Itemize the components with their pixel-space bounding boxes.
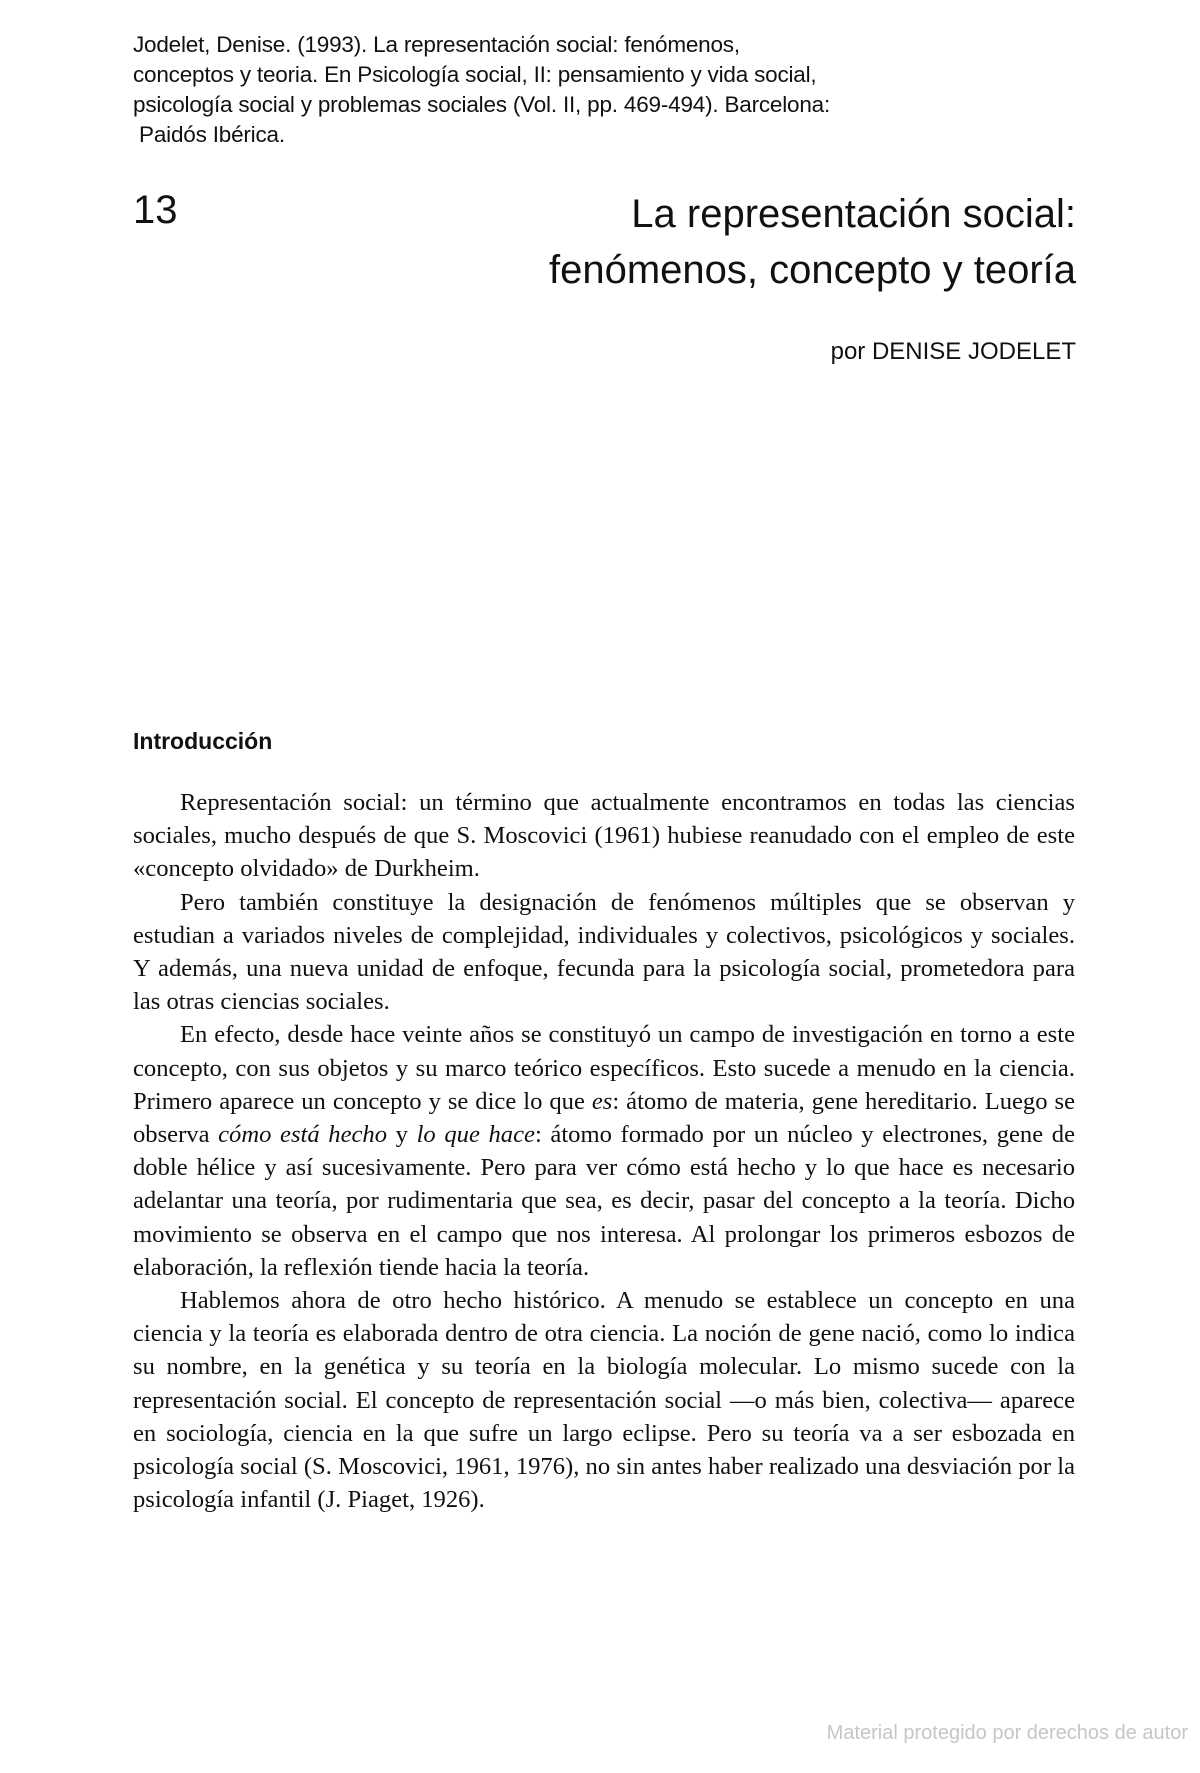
copyright-watermark: Material protegido por derechos de autor: [826, 1722, 1188, 1744]
paragraph-text: : átomo de materia, gene hereditario. Luego se observa: [133, 1087, 1075, 1149]
chapter-title-line: fenómenos, concepto y teoría: [549, 248, 1076, 292]
paragraph-text: Hablemos ahora de otro hecho histórico. A menudo se establece un concepto en una ciencia y la teoría es elaborada dentro de otra ciencia. La noción de gene nació, como lo indica su nombre, en la genética y su teoría en la biología molecular. Lo mismo sucede con la representación social. El concepto de representación social —o más bien, colectiva— aparece en sociología, ciencia en la que sufre un largo eclipse. Pero su teoría va a ser esbozada en psicología social (S. Moscovici, 1961, 1976), no sin antes haber realizado una desviación por la psicología infantil (J. Piaget, 1926).: [133, 1287, 1075, 1514]
bibliographic-citation: [133, 30, 1093, 150]
citation-line: conceptos y teoria. En Psicología social, II: pensamiento y vida social,: [133, 62, 817, 87]
author-byline: por DENISE JODELET: [830, 338, 1076, 365]
chapter-number: 13: [133, 188, 178, 232]
paragraph: [133, 1284, 1075, 1516]
paragraph: [133, 1018, 1075, 1284]
body-text: [133, 786, 1075, 1516]
paragraph: [133, 786, 1075, 886]
emphasis-text: lo que hace: [416, 1121, 535, 1149]
citation-line: Jodelet, Denise. (1993). La representación social: fenómenos,: [133, 32, 740, 57]
paragraph-text: Representación social: un término que actualmente encontramos en todas las ciencias sociales, mucho después de que S. Moscovici (1961) hubiese reanudado con el empleo de este «concepto olvidado» de Durkheim.: [133, 789, 1075, 883]
section-heading: Introducción: [133, 728, 273, 754]
chapter-title: [549, 186, 1076, 298]
citation-line: Paidós Ibérica.: [133, 122, 285, 147]
paragraph: [133, 886, 1075, 1019]
chapter-title-line: La representación social:: [631, 192, 1076, 236]
paragraph-text: y: [387, 1121, 417, 1149]
paragraph-text: En efecto, desde hace veinte años se constituyó un campo de investigación en torno a este concepto, con sus objetos y su marco teórico específicos. Esto sucede a menudo en la ciencia. Primero aparece un concepto y se dice lo que: [133, 1021, 1075, 1115]
citation-line: psicología social y problemas sociales (Vol. II, pp. 469-494). Barcelona:: [133, 92, 831, 117]
emphasis-text: cómo está hecho: [218, 1121, 388, 1149]
paragraph-text: : átomo formado por un núcleo y electrones, gene de doble hélice y así sucesivamente. Pero para ver cómo está hecho y lo que hace es necesario adelantar una teoría, por rudimentaria que sea, es decir, pasar del concepto a la teoría. Dicho movimiento se observa en el campo que nos interesa. Al prolongar los primeros esbozos de elaboración, la reflexión tiende hacia la teoría.: [133, 1121, 1075, 1281]
emphasis-text: es: [591, 1087, 613, 1115]
paragraph-text: Pero también constituye la designación de fenómenos múltiples que se observan y estudian a variados niveles de complejidad, individuales y colectivos, psicológicos y sociales. Y además, una nueva unidad de enfoque, fecunda para la psicología social, prometedora para las otras ciencias sociales.: [133, 888, 1075, 1016]
